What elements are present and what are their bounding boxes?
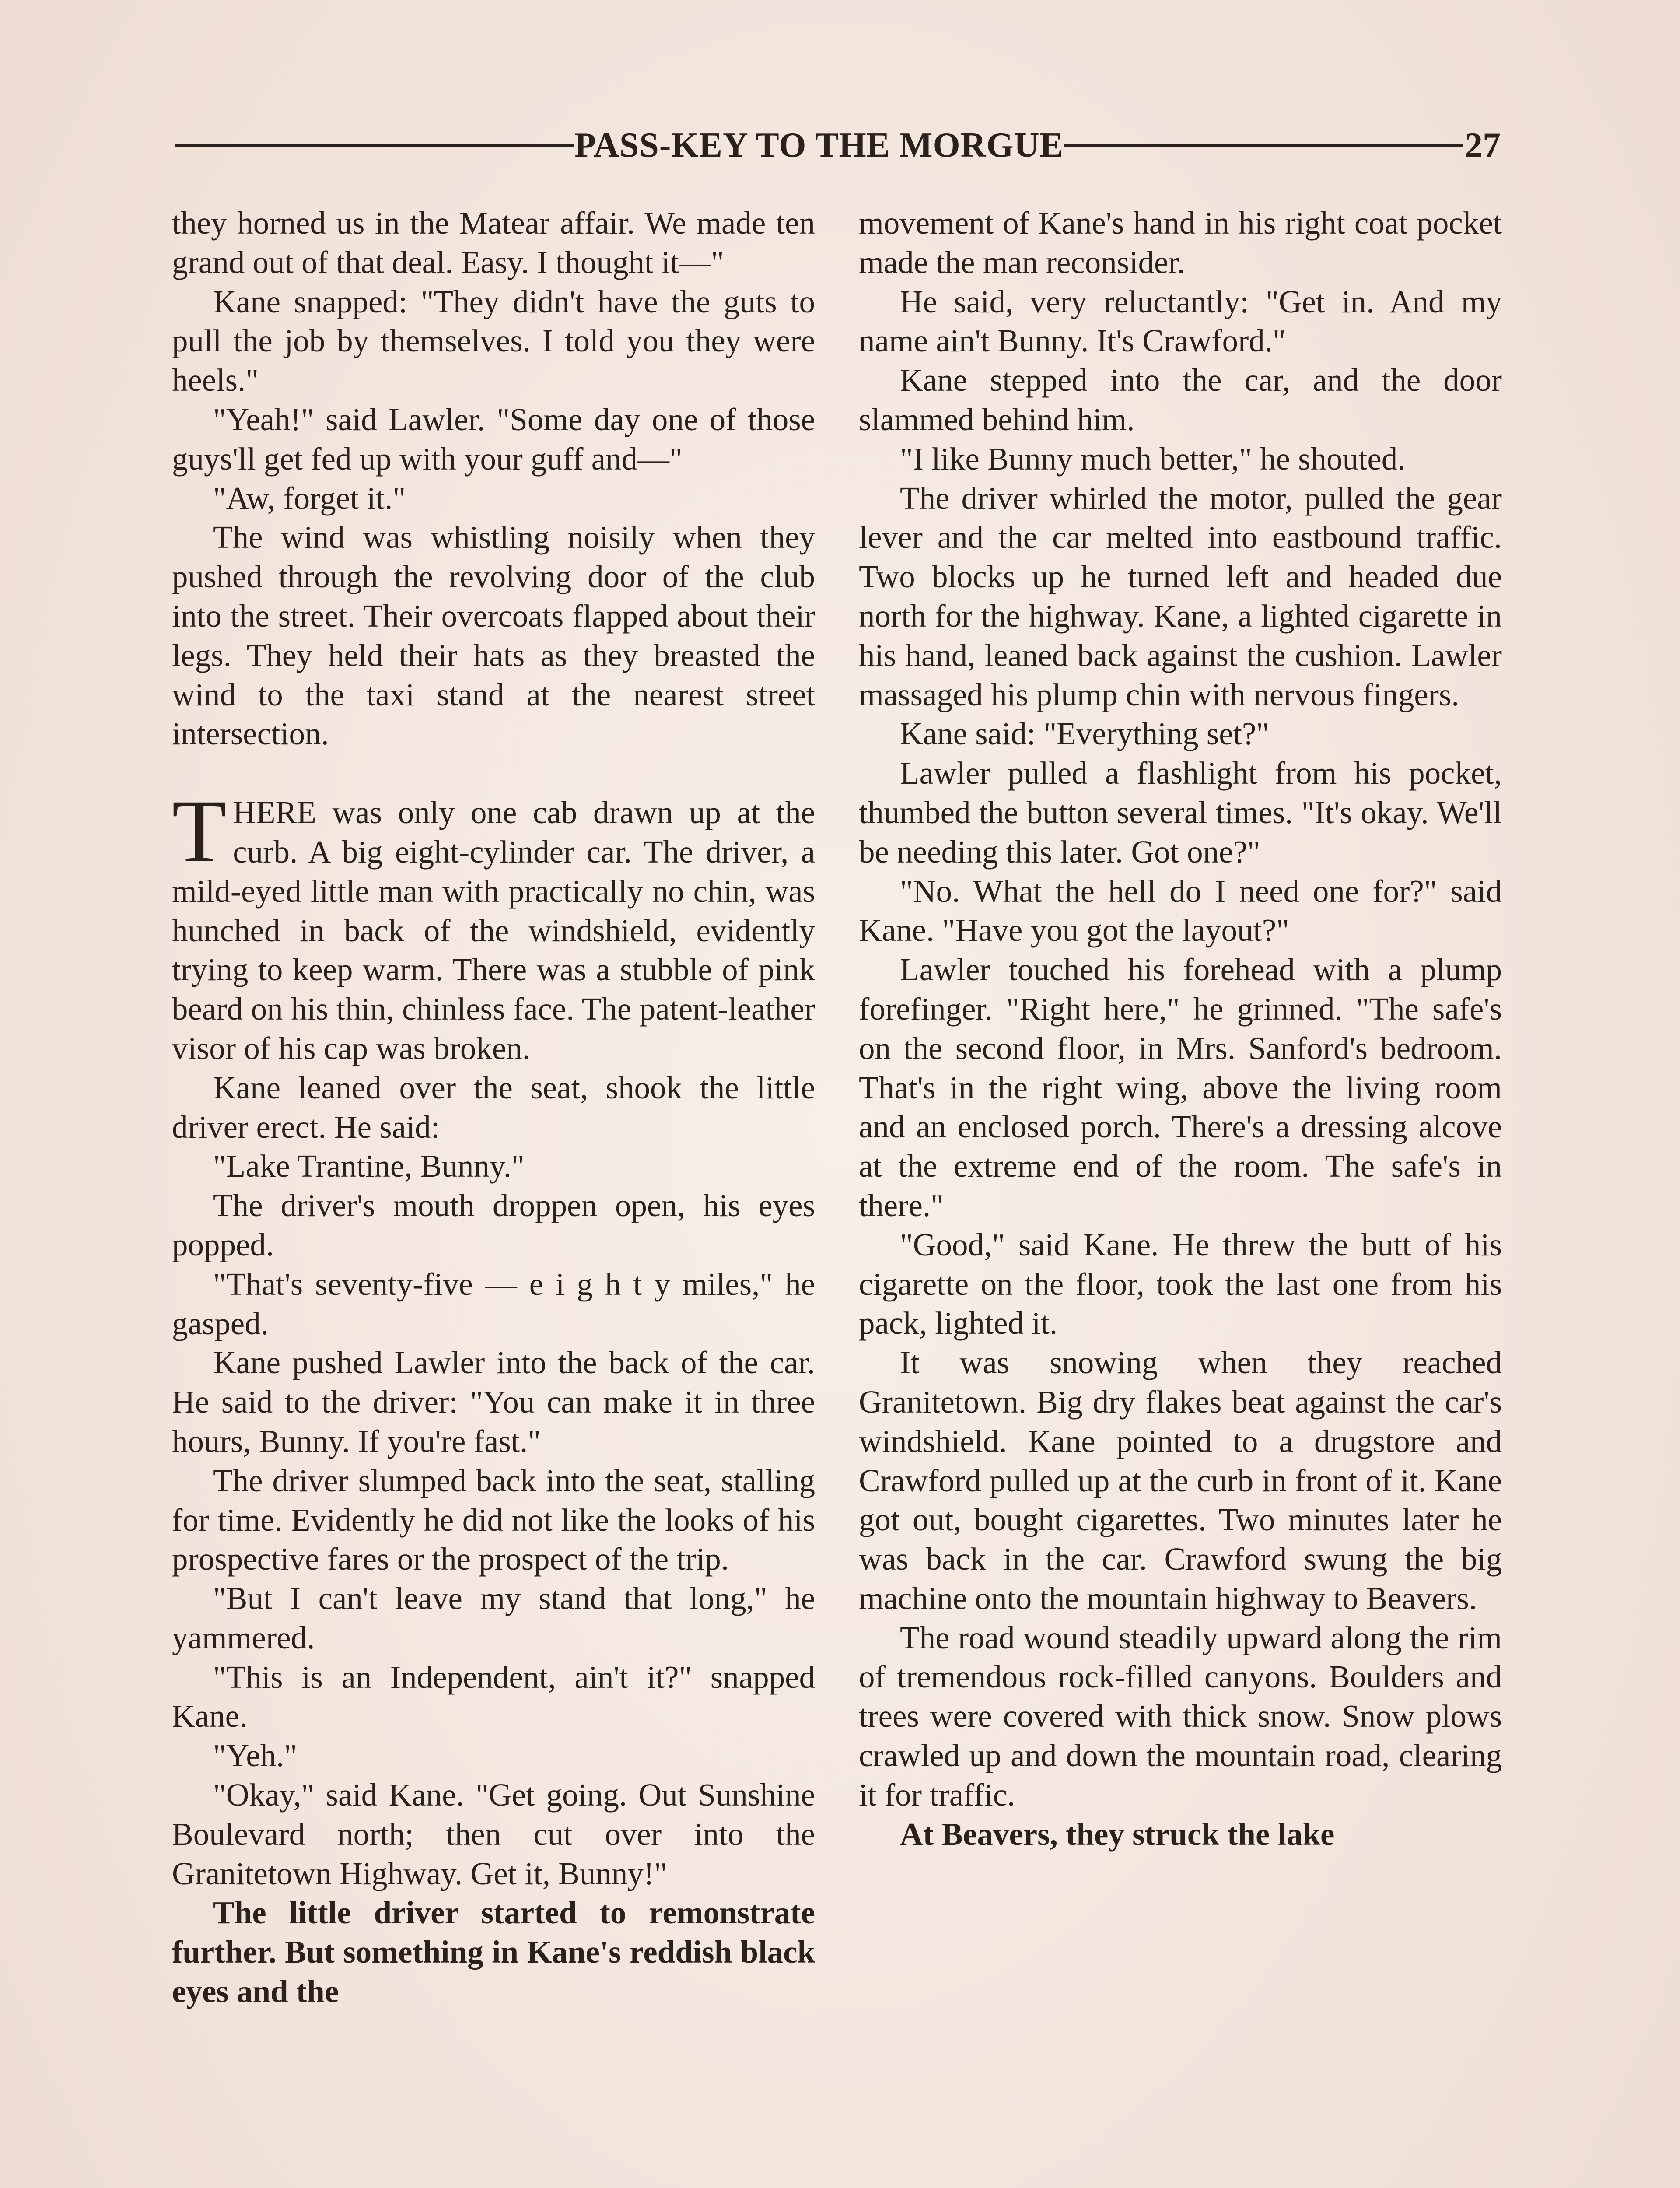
section-break [172, 754, 815, 793]
paragraph: "Yeah!" said Lawler. "Some day one of those guys'll get fed up with your guff and—" [172, 401, 815, 477]
drop-cap: T [172, 782, 227, 881]
paragraph: The little driver started to remonstrate further. But something in Kane's reddish black eyes and the [172, 1895, 815, 2009]
paragraph: The wind was whistling noisily when they pushed through the revolving door of the club into the street. Their overcoats flapped about their legs. They held their hats as they breasted the wind to the taxi stand at the nearest street intersection. [172, 519, 815, 752]
paragraph: Kane stepped into the car, and the door slammed behind him. [859, 362, 1502, 437]
running-header [175, 119, 1501, 172]
paragraph: "But I can't leave my stand that long," he yammered. [172, 1581, 815, 1655]
paragraph: Lawler pulled a flashlight from his pocket, thumbed the button several times. "It's okay. We'll be needing this later. Got one?" [859, 755, 1502, 870]
paragraph: It was snowing when they reached Granitetown. Big dry flakes beat against the car's windshield. Kane pointed to a drugstore and Crawford pulled up at the curb in front of it. Kane got out, bought cigarettes. Two minutes later he was back in the car. Crawford swung the big machine onto the mountain highway to Beavers. [859, 1345, 1502, 1616]
paragraph: Kane snapped: "They didn't have the guts to pull the job by themselves. I told you they were heels." [172, 284, 815, 398]
header-rule-right [1064, 144, 1463, 147]
paragraph: "I like Bunny much better," he shouted. [900, 441, 1406, 477]
paragraph: He said, very reluctantly: "Get in. And my name ain't Bunny. It's Crawford." [859, 284, 1502, 359]
paragraph: Kane said: "Everything set?" [900, 716, 1270, 752]
paragraph: "Aw, forget it." [213, 480, 406, 516]
paragraph: "Good," said Kane. He threw the butt of his cigarette on the floor, took the last one from his pack, lighted it. [859, 1227, 1502, 1341]
paragraph: At Beavers, they struck the lake [900, 1816, 1335, 1852]
paragraph: "That's seventy-five — e i g h t y miles," he gasped. [172, 1266, 815, 1341]
paragraph: "Lake Trantine, Bunny." [213, 1148, 525, 1184]
header-rule-left [175, 144, 574, 147]
paragraph: The driver whirled the motor, pulled the gear lever and the car melted into eastbound traffic. Two blocks up he turned left and headed due north for the highway. Kane, a lighted cigarette in his hand, leaned back against the cushion. Lawler massaged his plump chin with nervous fingers. [859, 480, 1502, 712]
right-column [859, 203, 1502, 1854]
paragraph: Lawler touched his forehead with a plump forefinger. "Right here," he grinned. "The safe's on the second floor, in Mrs. Sanford's bedroom. That's in the right wing, above the living room and an enclosed porch. There's a dressing alcove at the extreme end of the room. The safe's in there." [859, 952, 1502, 1223]
paragraph-text: HERE was only one cab drawn up at the curb. A big eight-cylinder car. The driver, a mild-eyed little man with practically no chin, was hunched in back of the windshield, evidently trying to keep warm. There was a stubble of pink beard on his thin, chinless face. The patent-leather visor of his cap was broken. [172, 795, 815, 1066]
paragraph: "No. What the hell do I need one for?" said Kane. "Have you got the layout?" [859, 873, 1502, 948]
paragraph: The driver slumped back into the seat, stalling for time. Evidently he did not like the looks of his prospective fares or the prospect of the trip. [172, 1462, 815, 1577]
paragraph: The driver's mouth droppen open, his eyes popped. [172, 1188, 815, 1262]
paragraph: The road wound steadily upward along the rim of tremendous rock-filled canyons. Boulders and trees were covered with thick snow. Snow plows crawled up and down the mountain road, clearing it for traffic. [859, 1620, 1502, 1813]
paragraph: they horned us in the Matear affair. We made ten grand out of that deal. Easy. I thought it—" [172, 205, 815, 280]
left-column [172, 203, 815, 2011]
paragraph: Kane leaned over the seat, shook the little driver erect. He said: [172, 1069, 815, 1145]
page-number: 27 [1465, 125, 1501, 165]
paragraph-dropcap [172, 782, 815, 1068]
paragraph: "Okay," said Kane. "Get going. Out Sunshine Boulevard north; then cut over into the Granitetown Highway. Get it, Bunny!" [172, 1777, 815, 1891]
paragraph: movement of Kane's hand in his right coat pocket made the man reconsider. [859, 205, 1502, 280]
paragraph: "This is an Independent, ain't it?" snapped Kane. [172, 1659, 815, 1734]
paragraph: Kane pushed Lawler into the back of the car. He said to the driver: "You can make it in three hours, Bunny. If you're fast." [172, 1345, 815, 1459]
paragraph: "Yeh." [213, 1738, 298, 1774]
header-title: PASS-KEY TO THE MORGUE [574, 126, 1064, 165]
